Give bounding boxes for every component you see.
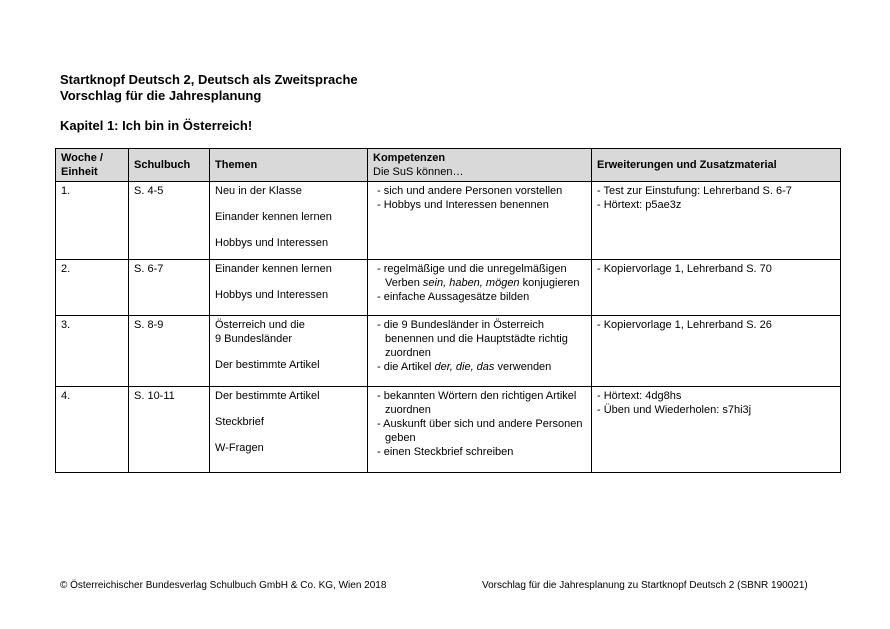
material-item: - Kopiervorlage 1, Lehrerband S. 26 — [597, 319, 772, 331]
thema-item: Einander kennen lernen — [215, 263, 332, 275]
col-header-woche-line1: Woche / — [61, 152, 103, 164]
table-row — [56, 260, 841, 316]
thema-item: Einander kennen lernen — [215, 211, 332, 223]
col-header-woche — [56, 149, 129, 182]
col-header-kompetenzen — [368, 149, 592, 182]
col-header-kompetenzen-sub: Die SuS können… — [373, 166, 464, 178]
kompetenz-item: - sich und andere Personen vorstellen — [373, 184, 586, 198]
col-header-erweiterungen: Erweiterungen und Zusatzmaterial — [592, 149, 841, 182]
cell-themen — [210, 316, 368, 387]
document-subtitle: Vorschlag für die Jahresplanung — [60, 88, 262, 103]
table-row — [56, 182, 841, 260]
cell-kompetenzen — [368, 182, 592, 260]
cell-schulbuch: S. 6-7 — [129, 260, 210, 316]
kompetenz-verbs: sein, haben, mögen — [422, 277, 520, 289]
thema-item: Hobbys und Interessen — [215, 237, 329, 249]
cell-schulbuch: S. 8-9 — [129, 316, 210, 387]
planning-table — [55, 148, 841, 473]
cell-themen — [210, 260, 368, 316]
table-row — [56, 316, 841, 387]
cell-erweiterungen — [592, 260, 841, 316]
col-header-schulbuch: Schulbuch — [129, 149, 210, 182]
cell-woche: 4. — [56, 387, 129, 473]
cell-schulbuch: S. 4-5 — [129, 182, 210, 260]
kompetenz-item: - einfache Aussagesätze bilden — [373, 290, 586, 304]
thema-item: Der bestimmte Artikel — [215, 359, 320, 371]
thema-item: Steckbrief — [215, 416, 264, 428]
kompetenz-item: - die 9 Bundesländer in Österreich benennen und die Hauptstädte richtig zuordnen — [373, 318, 586, 360]
thema-item: 9 Bundesländer — [215, 333, 293, 345]
cell-erweiterungen — [592, 182, 841, 260]
cell-kompetenzen — [368, 316, 592, 387]
kompetenz-item: - Hobbys und Interessen benennen — [373, 198, 586, 212]
cell-woche: 3. — [56, 316, 129, 387]
kompetenz-item — [373, 360, 586, 374]
cell-schulbuch: S. 10-11 — [129, 387, 210, 473]
thema-item: Hobbys und Interessen — [215, 289, 329, 301]
document-title: Startknopf Deutsch 2, Deutsch als Zweitsprache — [60, 72, 358, 87]
cell-kompetenzen — [368, 260, 592, 316]
thema-item: Österreich und die — [215, 319, 305, 331]
material-item: - Test zur Einstufung: Lehrerband S. 6-7 — [597, 185, 792, 197]
kompetenz-item — [373, 262, 586, 290]
cell-erweiterungen — [592, 387, 841, 473]
kompetenz-item: - einen Steckbrief schreiben — [373, 445, 586, 459]
kompetenz-text: regelmäßige und die unregelmäßigen Verben — [383, 263, 567, 289]
kompetenz-item: - Auskunft über sich und andere Personen geben — [373, 417, 586, 445]
material-item: - Kopiervorlage 1, Lehrerband S. 70 — [597, 263, 772, 275]
kompetenz-text: konjugieren — [519, 277, 580, 289]
thema-item: Der bestimmte Artikel — [215, 390, 320, 402]
thema-item: W-Fragen — [215, 442, 264, 454]
cell-erweiterungen — [592, 316, 841, 387]
footer-copyright: © Österreichischer Bundesverlag Schulbuch GmbH & Co. KG, Wien 2018 — [60, 580, 387, 591]
material-item: - Üben und Wiederholen: s7hi3j — [597, 404, 752, 416]
col-header-kompetenzen-title: Kompetenzen — [373, 152, 446, 164]
kompetenz-text: die Artikel — [383, 361, 435, 373]
table-header-row — [56, 149, 841, 182]
footer-reference: Vorschlag für die Jahresplanung zu Startknopf Deutsch 2 (SBNR 190021) — [482, 580, 808, 591]
table-row — [56, 387, 841, 473]
cell-woche: 1. — [56, 182, 129, 260]
material-item: - Hörtext: p5ae3z — [597, 199, 682, 211]
cell-themen — [210, 387, 368, 473]
kompetenz-text: verwenden — [494, 361, 552, 373]
col-header-woche-line2: Einheit — [61, 166, 98, 178]
material-item: - Hörtext: 4dg8hs — [597, 390, 682, 402]
kompetenz-articles: der, die, das — [434, 361, 495, 373]
cell-themen — [210, 182, 368, 260]
cell-woche: 2. — [56, 260, 129, 316]
chapter-heading: Kapitel 1: Ich bin in Österreich! — [60, 118, 253, 133]
col-header-themen: Themen — [210, 149, 368, 182]
thema-item: Neu in der Klasse — [215, 185, 302, 197]
cell-kompetenzen — [368, 387, 592, 473]
kompetenz-item: - bekannten Wörtern den richtigen Artikel zuordnen — [373, 389, 586, 417]
